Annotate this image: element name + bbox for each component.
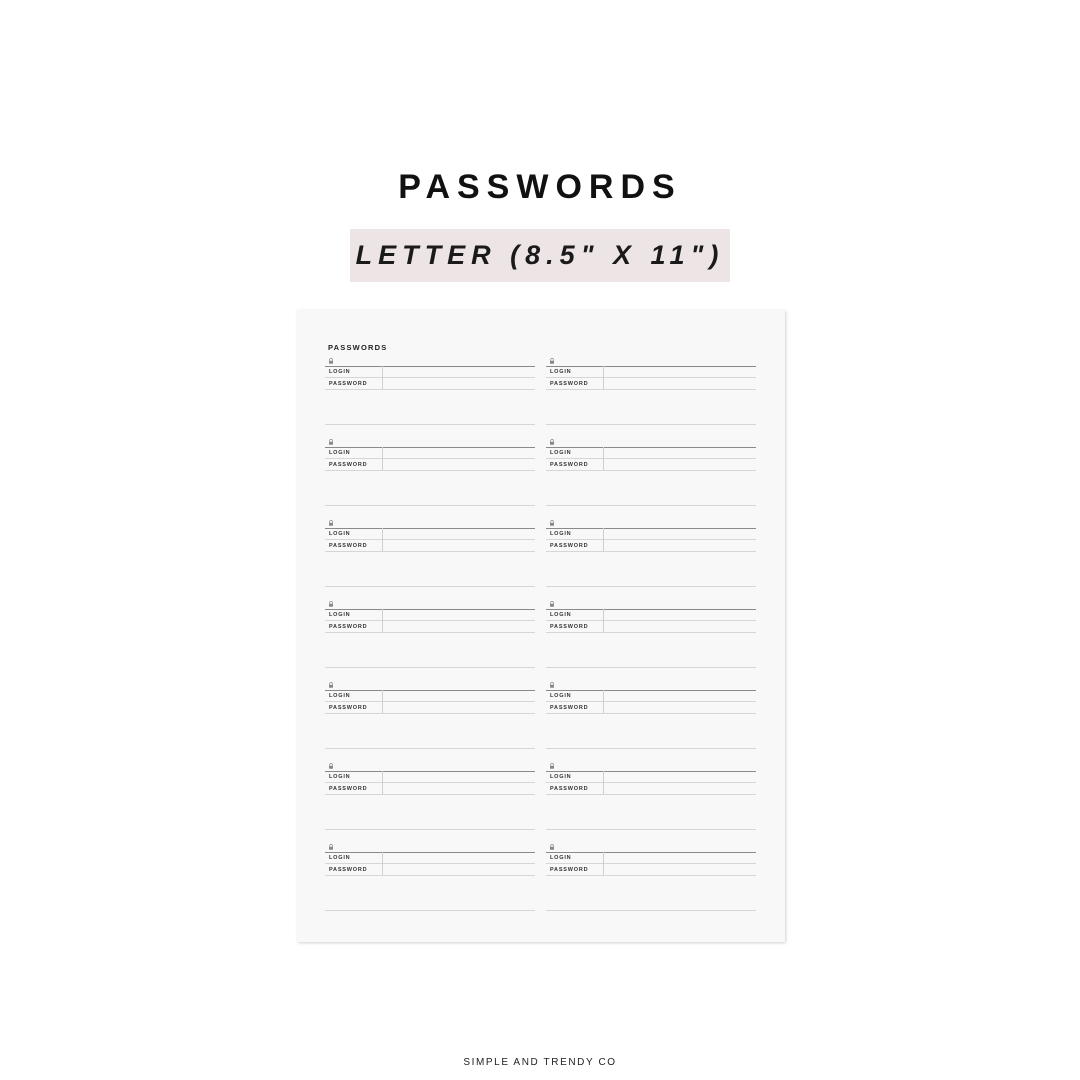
site-line [325, 447, 535, 448]
notes-line [325, 586, 535, 587]
lock-icon [328, 439, 334, 445]
password-label: PASSWORD [550, 704, 589, 711]
field-separator [382, 366, 383, 389]
password-line [325, 389, 535, 390]
password-line [325, 470, 535, 471]
password-entry [546, 681, 756, 762]
password-line [546, 470, 756, 471]
login-label: LOGIN [550, 369, 572, 375]
field-separator [603, 528, 604, 551]
lock-icon [549, 682, 555, 688]
notes-line [325, 829, 535, 830]
notes-line [546, 829, 756, 830]
password-entry [546, 438, 756, 519]
notes-line [325, 667, 535, 668]
site-line [546, 771, 756, 772]
password-entry [546, 600, 756, 681]
login-label: LOGIN [550, 612, 572, 618]
login-label: LOGIN [329, 450, 351, 456]
password-label: PASSWORD [329, 623, 368, 630]
login-label: LOGIN [329, 612, 351, 618]
login-line [546, 863, 756, 864]
login-line [325, 539, 535, 540]
login-line [325, 701, 535, 702]
login-label: LOGIN [550, 693, 572, 699]
field-separator [382, 528, 383, 551]
site-line [325, 690, 535, 691]
field-separator [603, 852, 604, 875]
lock-icon [549, 763, 555, 769]
login-label: LOGIN [550, 855, 572, 861]
login-line [325, 620, 535, 621]
password-entry [546, 843, 756, 924]
password-line [546, 632, 756, 633]
entry-grid [325, 357, 756, 924]
sheet-title: PASSWORDS [328, 343, 388, 352]
login-label: LOGIN [329, 774, 351, 780]
password-label: PASSWORD [550, 623, 589, 630]
lock-icon [328, 844, 334, 850]
site-line [325, 609, 535, 610]
notes-line [546, 910, 756, 911]
login-label: LOGIN [329, 531, 351, 537]
login-line [325, 377, 535, 378]
password-entry [325, 519, 535, 600]
password-entry [325, 438, 535, 519]
site-line [325, 852, 535, 853]
site-line [546, 690, 756, 691]
lock-icon [549, 358, 555, 364]
password-entry [546, 357, 756, 438]
password-line [546, 551, 756, 552]
page-title: PASSWORDS [398, 168, 682, 206]
site-line [325, 366, 535, 367]
site-line [546, 609, 756, 610]
login-label: LOGIN [550, 450, 572, 456]
site-line [546, 366, 756, 367]
password-entry [325, 843, 535, 924]
format-badge: LETTER (8.5" X 11") [350, 229, 730, 282]
login-line [325, 782, 535, 783]
lock-icon [328, 520, 334, 526]
login-label: LOGIN [550, 531, 572, 537]
password-label: PASSWORD [550, 785, 589, 792]
password-entry [546, 762, 756, 843]
login-label: LOGIN [329, 369, 351, 375]
password-label: PASSWORD [329, 380, 368, 387]
field-separator [382, 447, 383, 470]
site-line [325, 528, 535, 529]
password-label: PASSWORD [550, 380, 589, 387]
login-label: LOGIN [329, 693, 351, 699]
password-line [546, 713, 756, 714]
field-separator [603, 771, 604, 794]
password-label: PASSWORD [329, 866, 368, 873]
password-label: PASSWORD [329, 461, 368, 468]
password-line [546, 875, 756, 876]
password-entry [546, 519, 756, 600]
field-separator [382, 771, 383, 794]
password-line [325, 713, 535, 714]
login-line [546, 620, 756, 621]
login-line [325, 458, 535, 459]
password-line [325, 632, 535, 633]
password-label: PASSWORD [329, 785, 368, 792]
field-separator [603, 366, 604, 389]
notes-line [325, 505, 535, 506]
notes-line [325, 910, 535, 911]
site-line [546, 852, 756, 853]
notes-line [546, 667, 756, 668]
password-label: PASSWORD [550, 542, 589, 549]
field-separator [603, 609, 604, 632]
field-separator [382, 690, 383, 713]
login-line [546, 782, 756, 783]
login-label: LOGIN [550, 774, 572, 780]
brand-name: SIMPLE AND TRENDY CO [463, 1057, 617, 1068]
field-separator [382, 609, 383, 632]
notes-line [325, 748, 535, 749]
site-line [546, 447, 756, 448]
password-line [325, 794, 535, 795]
lock-icon [549, 601, 555, 607]
password-entry [325, 762, 535, 843]
password-entry [325, 600, 535, 681]
login-line [546, 539, 756, 540]
lock-icon [328, 763, 334, 769]
notes-line [546, 505, 756, 506]
notes-line [325, 424, 535, 425]
field-separator [382, 852, 383, 875]
lock-icon [328, 601, 334, 607]
password-line [546, 794, 756, 795]
password-label: PASSWORD [329, 542, 368, 549]
field-separator [603, 690, 604, 713]
password-entry [325, 681, 535, 762]
password-label: PASSWORD [550, 461, 589, 468]
login-label: LOGIN [329, 855, 351, 861]
password-label: PASSWORD [550, 866, 589, 873]
password-label: PASSWORD [329, 704, 368, 711]
login-line [546, 701, 756, 702]
password-line [325, 551, 535, 552]
site-line [546, 528, 756, 529]
lock-icon [549, 520, 555, 526]
notes-line [546, 586, 756, 587]
login-line [325, 863, 535, 864]
notes-line [546, 748, 756, 749]
lock-icon [328, 682, 334, 688]
lock-icon [549, 439, 555, 445]
field-separator [603, 447, 604, 470]
password-sheet-preview [297, 310, 785, 942]
password-line [546, 389, 756, 390]
password-line [325, 875, 535, 876]
lock-icon [549, 844, 555, 850]
login-line [546, 458, 756, 459]
lock-icon [328, 358, 334, 364]
password-entry [325, 357, 535, 438]
site-line [325, 771, 535, 772]
login-line [546, 377, 756, 378]
notes-line [546, 424, 756, 425]
